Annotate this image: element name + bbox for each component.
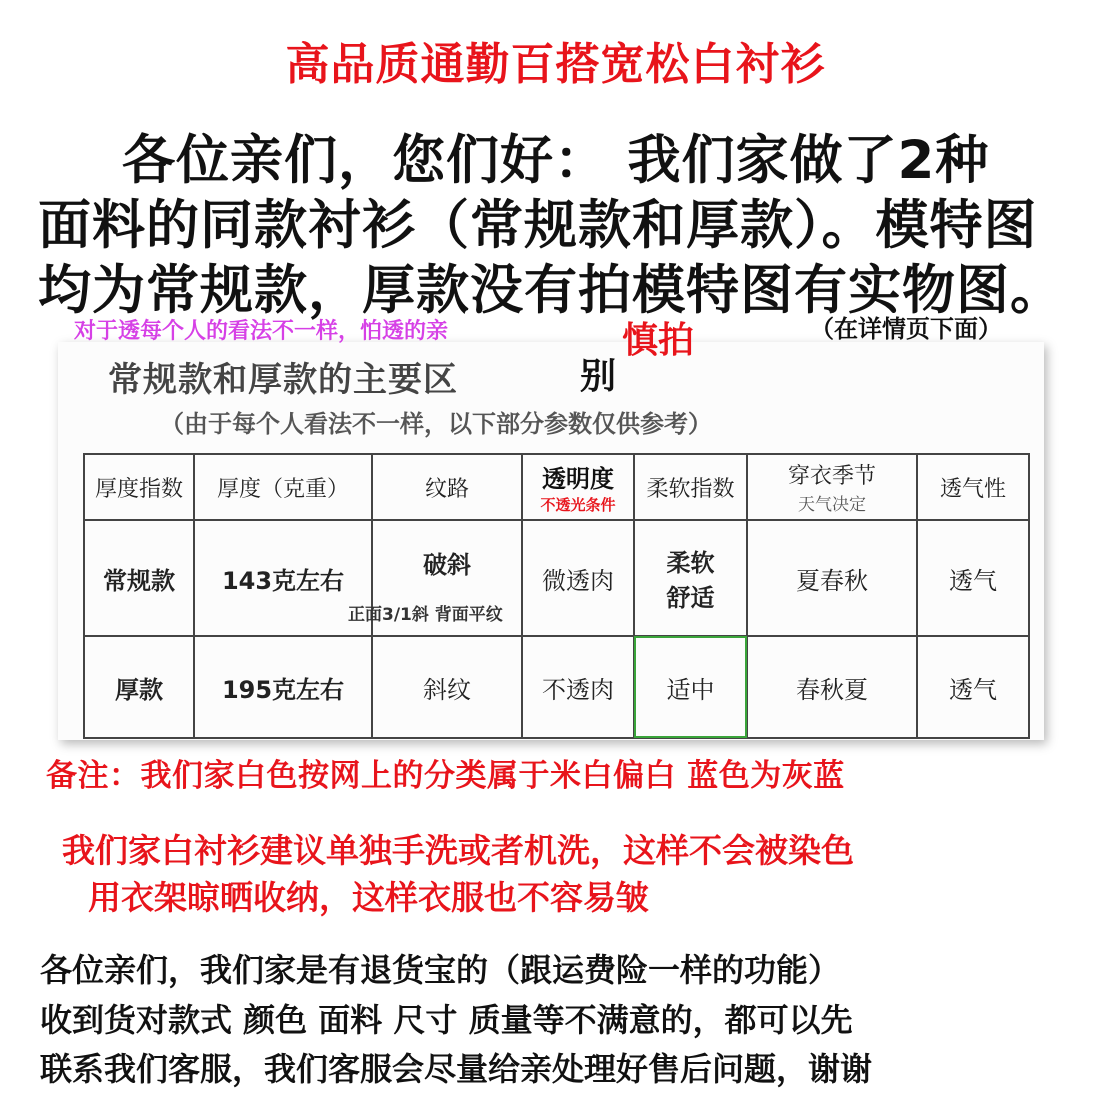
header-transparency-label: 透明度 <box>542 465 614 493</box>
header-transparency-sub: 不透光条件 <box>540 496 616 514</box>
detail-page-note: （在详情页下面） <box>810 315 1002 343</box>
intro-line-2: 面料的同款衬衫（常规款和厚款）。模特图 <box>38 195 1038 256</box>
header-breathability: 透气性 <box>917 454 1029 520</box>
table-subheading: （由于每个人看法不一样，以下部分参数仅供参考） <box>160 410 712 438</box>
weave-note: 正面3/1斜 背面平纹 <box>348 605 503 625</box>
table-heading-tail: 别 <box>580 356 617 397</box>
row-season: 夏春秋 <box>747 520 917 636</box>
page-title: 高品质通勤百搭宽松白衬衫 <box>285 39 826 90</box>
wash-advice-line-2: 用衣架晾晒收纳，这样衣服也不容易皱 <box>88 878 649 917</box>
intro-line-3: 均为常规款，厚款没有拍模特图有实物图。 <box>38 260 1064 321</box>
careful-note: 慎拍 <box>622 320 695 361</box>
header-weave: 纹路 <box>372 454 522 520</box>
header-thickness-index: 厚度指数 <box>84 454 194 520</box>
row-season: 春秋夏 <box>747 636 917 738</box>
comparison-table <box>83 453 1030 739</box>
transparency-note: 对于透每个人的看法不一样，怕透的亲 <box>74 319 449 344</box>
row-name: 常规款 <box>84 520 194 636</box>
row-breathability: 透气 <box>917 520 1029 636</box>
table-row <box>84 520 1029 636</box>
header-softness: 柔软指数 <box>634 454 747 520</box>
row-transparency: 不透肉 <box>522 636 634 738</box>
table-row <box>84 636 1029 738</box>
returns-line-1: 各位亲们，我们家是有退货宝的（跟运费险一样的功能） <box>40 951 841 989</box>
header-season-label: 穿衣季节 <box>787 464 876 489</box>
returns-line-3: 联系我们客服，我们客服会尽量给亲处理好售后问题，谢谢 <box>40 1050 873 1088</box>
wash-advice-line-1: 我们家白衬衫建议单独手洗或者机洗，这样不会被染色 <box>62 831 854 870</box>
header-season-sub: 天气决定 <box>798 495 866 515</box>
row-weave: 斜纹 <box>372 636 522 738</box>
returns-line-2: 收到货对款式 颜色 面料 尺寸 质量等不满意的，都可以先 <box>40 1001 853 1039</box>
table-heading: 常规款和厚款的主要区 <box>108 360 458 400</box>
header-weight: 厚度（克重） <box>194 454 372 520</box>
header-season <box>747 454 917 520</box>
row-transparency: 微透肉 <box>522 520 634 636</box>
row-softness: 适中 <box>634 636 747 738</box>
header-transparency <box>522 454 634 520</box>
row-breathability: 透气 <box>917 636 1029 738</box>
remark-note: 备注：我们家白色按网上的分类属于米白偏白 蓝色为灰蓝 <box>46 758 845 794</box>
row-weight: 195克左右 <box>194 636 372 738</box>
row-softness: 柔软 舒适 <box>634 520 747 636</box>
row-weight: 143克左右 <box>194 520 372 636</box>
row-weave-label: 破斜 <box>423 550 471 579</box>
table-header-row <box>84 454 1029 520</box>
intro-line-1: 各位亲们，您们好： 我们家做了2种 <box>122 130 990 191</box>
row-name: 厚款 <box>84 636 194 738</box>
